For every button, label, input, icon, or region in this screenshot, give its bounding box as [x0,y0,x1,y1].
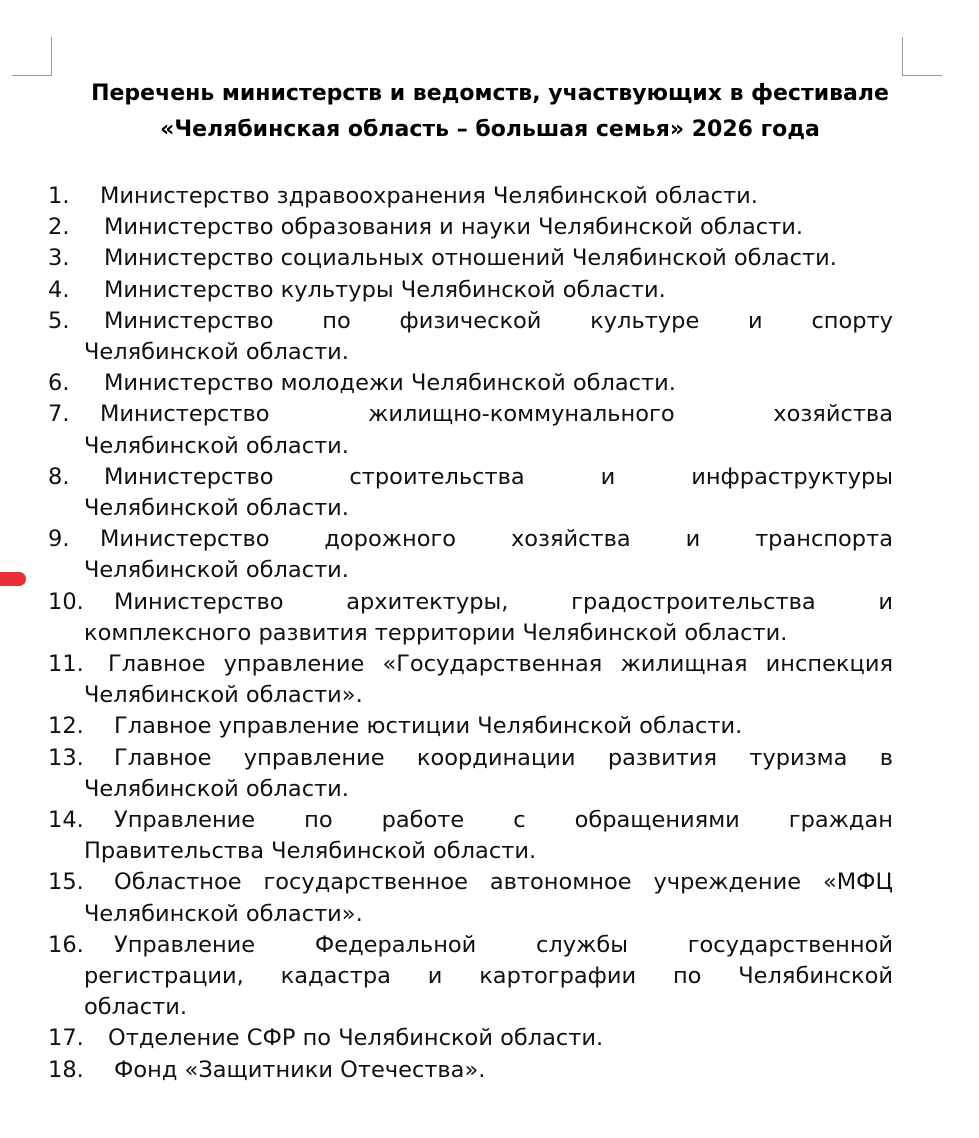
list-item-number: 5. [48,307,70,334]
list-item-number: 15. [48,869,84,896]
list-item-text: Министерство социальных отношений Челябинской области. [104,245,837,272]
list-item-text: Министерство здравоохранения Челябинской области. [100,183,758,209]
list-item-number: 10. [48,588,84,615]
list-item-continuation: Правительства Челябинской области. [84,838,537,865]
list-item [48,243,893,274]
list-item-continuation: Челябинской области. [84,339,349,366]
list-item-number: 4. [48,276,70,303]
list-item [48,368,893,399]
list-item [48,867,893,929]
list-item [48,587,893,649]
list-item-number: 3. [48,245,70,272]
list-item [48,711,893,742]
list-item-number: 8. [48,463,70,490]
list-item [48,1023,893,1054]
list-item-continuation: области. [84,994,188,1021]
list-item-number: 12. [48,713,84,740]
list-item [48,1055,893,1086]
list-item-number: 14. [48,807,84,834]
list-item-text: Областное государственное автономное учреждение «МФЦ [114,869,893,896]
list-item-text: Фонд «Защитники Отечества». [114,1056,486,1083]
list-item-text: Министерство жилищно-коммунального хозяйства [100,401,893,428]
list-item [48,275,893,306]
list-item-continuation: Челябинской области». [84,682,363,709]
list-item-number: 6. [48,370,70,397]
title-line-2: «Челябинская область – большая семья» 2026 года [160,117,820,142]
list-item-number: 2. [48,214,70,241]
list-item-number: 18. [48,1056,84,1083]
list-item-continuation: Челябинской области». [84,900,363,927]
list-item-text: Управление Федеральной службы государственной [114,931,893,958]
list-item [48,930,893,1024]
side-bookmark-tab[interactable] [0,572,26,586]
list-item-text: Министерство молодежи Челябинской области. [104,370,676,397]
list-item-text: Главное управление юстиции Челябинской области. [114,713,743,740]
list-item [48,462,893,524]
list-item [48,524,893,586]
list-item-text: Министерство дорожного хозяйства и транспорта [100,526,893,553]
list-item [48,805,893,867]
list-item-number: 17. [48,1025,84,1052]
list-item-text: Министерство по физической культуре и спорту [104,307,893,334]
page-corner-mark-right [902,37,903,75]
list-item-number: 1. [48,183,70,209]
title-line-1: Перечень министерств и ведомств, участвующих в фестивале [91,81,889,106]
list-item-continuation: Челябинской области. [84,432,349,459]
list-item-number: 13. [48,744,84,771]
list-item-text: Министерство строительства и инфраструктуры [104,463,893,490]
list-item [48,743,893,805]
list-item [48,212,893,243]
list-item-text: Министерство культуры Челябинской области. [104,276,666,303]
list-item-text: Отделение СФР по Челябинской области. [108,1025,604,1052]
list-item-number: 7. [48,401,70,428]
list-item [48,399,893,461]
list-item [48,181,893,212]
list-item [48,649,893,711]
list-item-number: 16. [48,931,84,958]
list-item-text: Главное управление координации развития туризма в [114,744,893,771]
list-item-number: 9. [48,526,70,553]
list-item [48,306,893,368]
list-item-continuation: Челябинской области. [84,557,349,584]
list-item-number: 11. [48,651,84,678]
list-item-continuation: Челябинской области. [84,495,349,522]
organizations-list [48,181,893,1086]
document-title [40,76,940,148]
list-item-text: Министерство образования и науки Челябинской области. [104,214,804,241]
list-item-text: Главное управление «Государственная жилищная инспекция [108,651,893,678]
list-item-continuation: Челябинской области. [84,775,349,802]
list-item-continuation: комплексного развития территории Челябинской области. [84,619,788,646]
list-item-text: Министерство архитектуры, градостроительства и [114,588,893,615]
list-item-continuation: регистрации, кадастра и картографии по Челябинской [84,963,893,990]
list-item-text: Управление по работе с обращениями граждан [114,807,893,834]
page-corner-mark-left [51,37,52,75]
